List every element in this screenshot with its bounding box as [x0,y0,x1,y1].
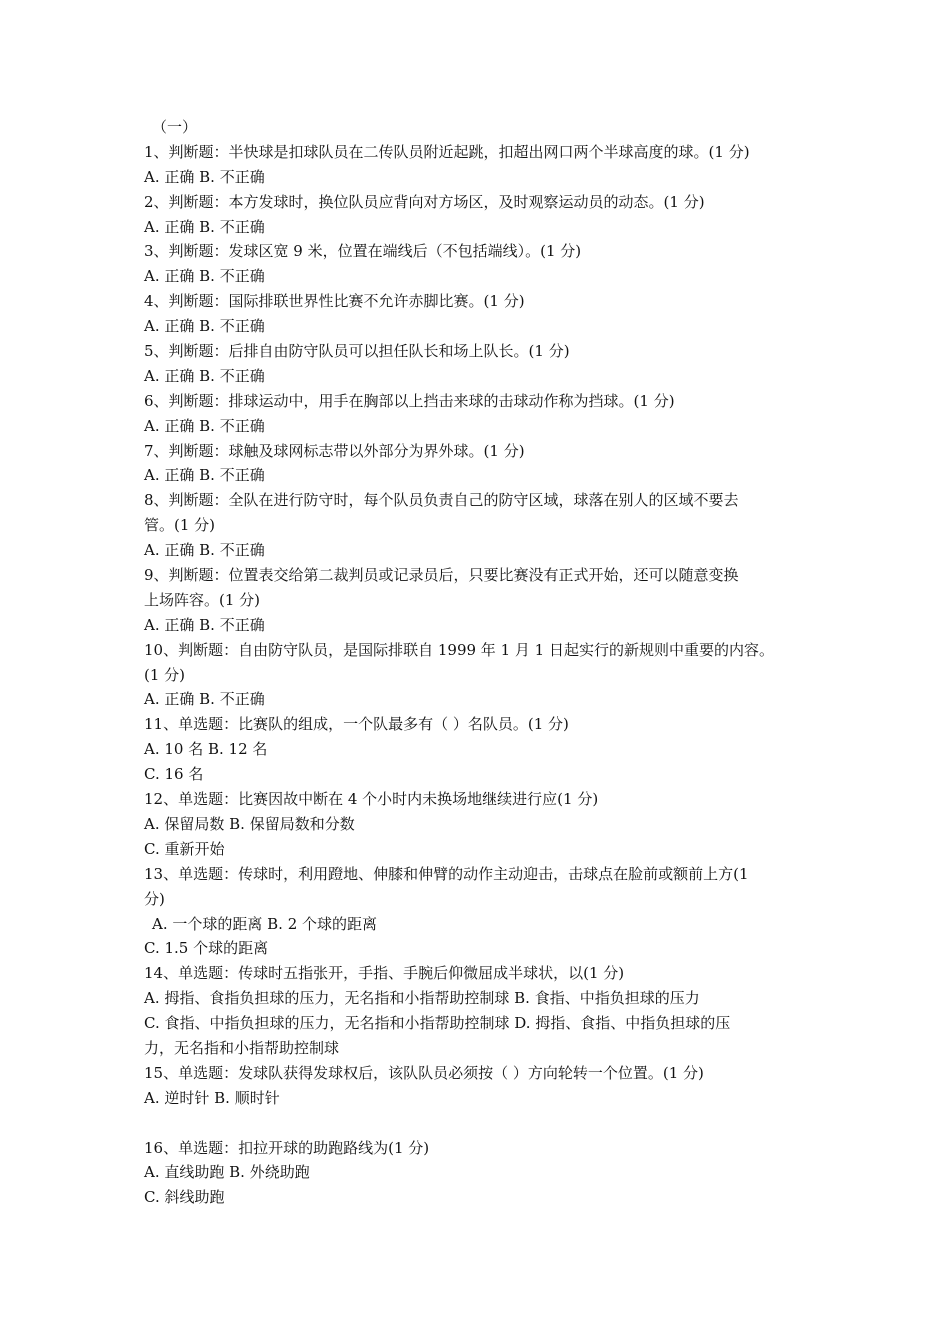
options-5: A. 正确 B. 不正确 [144,366,265,385]
options-16-ab: A. 直线助跑 B. 外绕助跑 [144,1163,310,1182]
options-14-d-cont: 力，无名指和小指帮助控制球 [144,1038,340,1057]
options-14-ab: A. 拇指、食指负担球的压力，无名指和小指帮助控制球 B. 食指、中指负担球的压力 [144,989,700,1008]
options-12-c: C. 重新开始 [144,839,225,858]
question-10: 10、判断题：自由防守队员，是国际排联自 1999 年 1 月 1 日起实行的新规则中重要的内容。 [144,640,774,659]
options-6: A. 正确 B. 不正确 [144,416,265,435]
options-16-c: C. 斜线助跑 [144,1188,225,1207]
question-5: 5、判断题：后排自由防守队员可以担任队长和场上队长。(1 分) [144,342,570,361]
document-page [144,115,810,1210]
options-14-cd: C. 食指、中指负担球的压力，无名指和小指帮助控制球 D. 拇指、食指、中指负担球的压 [144,1014,731,1033]
question-14: 14、单选题：传球时五指张开，手指、手腕后仰微屈成半球状，以(1 分) [144,964,625,983]
options-13-ab: A. 一个球的距离 B. 2 个球的距离 [152,914,378,933]
question-8: 8、判断题：全队在进行防守时，每个队员负责自己的防守区域，球落在别人的区域不要去 [144,491,739,510]
options-9: A. 正确 B. 不正确 [144,615,265,634]
options-10: A. 正确 B. 不正确 [144,690,265,709]
question-11: 11、单选题：比赛队的组成，一个队最多有（ ）名队员。(1 分) [144,715,569,734]
options-2: A. 正确 B. 不正确 [144,217,265,236]
options-11-c: C. 16 名 [144,765,204,784]
options-1: A. 正确 B. 不正确 [144,167,265,186]
options-7: A. 正确 B. 不正确 [144,466,265,485]
options-3: A. 正确 B. 不正确 [144,267,265,286]
question-9-cont: 上场阵容。(1 分) [144,590,261,609]
options-11-ab: A. 10 名 B. 12 名 [144,740,268,759]
question-6: 6、判断题：排球运动中，用手在胸部以上挡击来球的击球动作称为挡球。(1 分) [144,391,675,410]
question-1: 1、判断题：半快球是扣球队员在二传队员附近起跳，扣超出网口两个半球高度的球。(1 分) [144,142,750,161]
blank-line [144,1111,810,1136]
question-12: 12、单选题：比赛因故中断在 4 个小时内未换场地继续进行应(1 分) [144,790,599,809]
question-8-cont: 管。(1 分) [144,516,216,535]
options-15: A. 逆时针 B. 顺时针 [144,1088,280,1107]
question-3: 3、判断题：发球区宽 9 米，位置在端线后（不包括端线）。(1 分) [144,242,582,261]
question-4: 4、判断题：国际排联世界性比赛不允许赤脚比赛。(1 分) [144,292,525,311]
options-4: A. 正确 B. 不正确 [144,317,265,336]
question-15: 15、单选题：发球队获得发球权后，该队队员必须按（ ）方向轮转一个位置。(1 分) [144,1063,704,1082]
options-13-c: C. 1.5 个球的距离 [144,939,269,958]
options-8: A. 正确 B. 不正确 [144,541,265,560]
question-16: 16、单选题：扣拉开球的助跑路线为(1 分) [144,1138,430,1157]
question-7: 7、判断题：球触及球网标志带以外部分为界外球。(1 分) [144,441,525,460]
question-10-cont: (1 分) [144,665,186,684]
question-2: 2、判断题：本方发球时，换位队员应背向对方场区，及时观察运动员的动态。(1 分) [144,192,705,211]
question-13-cont: 分) [144,889,165,908]
options-12-ab: A. 保留局数 B. 保留局数和分数 [144,814,355,833]
question-9: 9、判断题：位置表交给第二裁判员或记录员后，只要比赛没有正式开始，还可以随意变换 [144,566,739,585]
question-13: 13、单选题：传球时，利用蹬地、伸膝和伸臂的动作主动迎击，击球点在脸前或额前上方(1 [144,864,749,883]
section-heading: （一） [152,118,198,136]
